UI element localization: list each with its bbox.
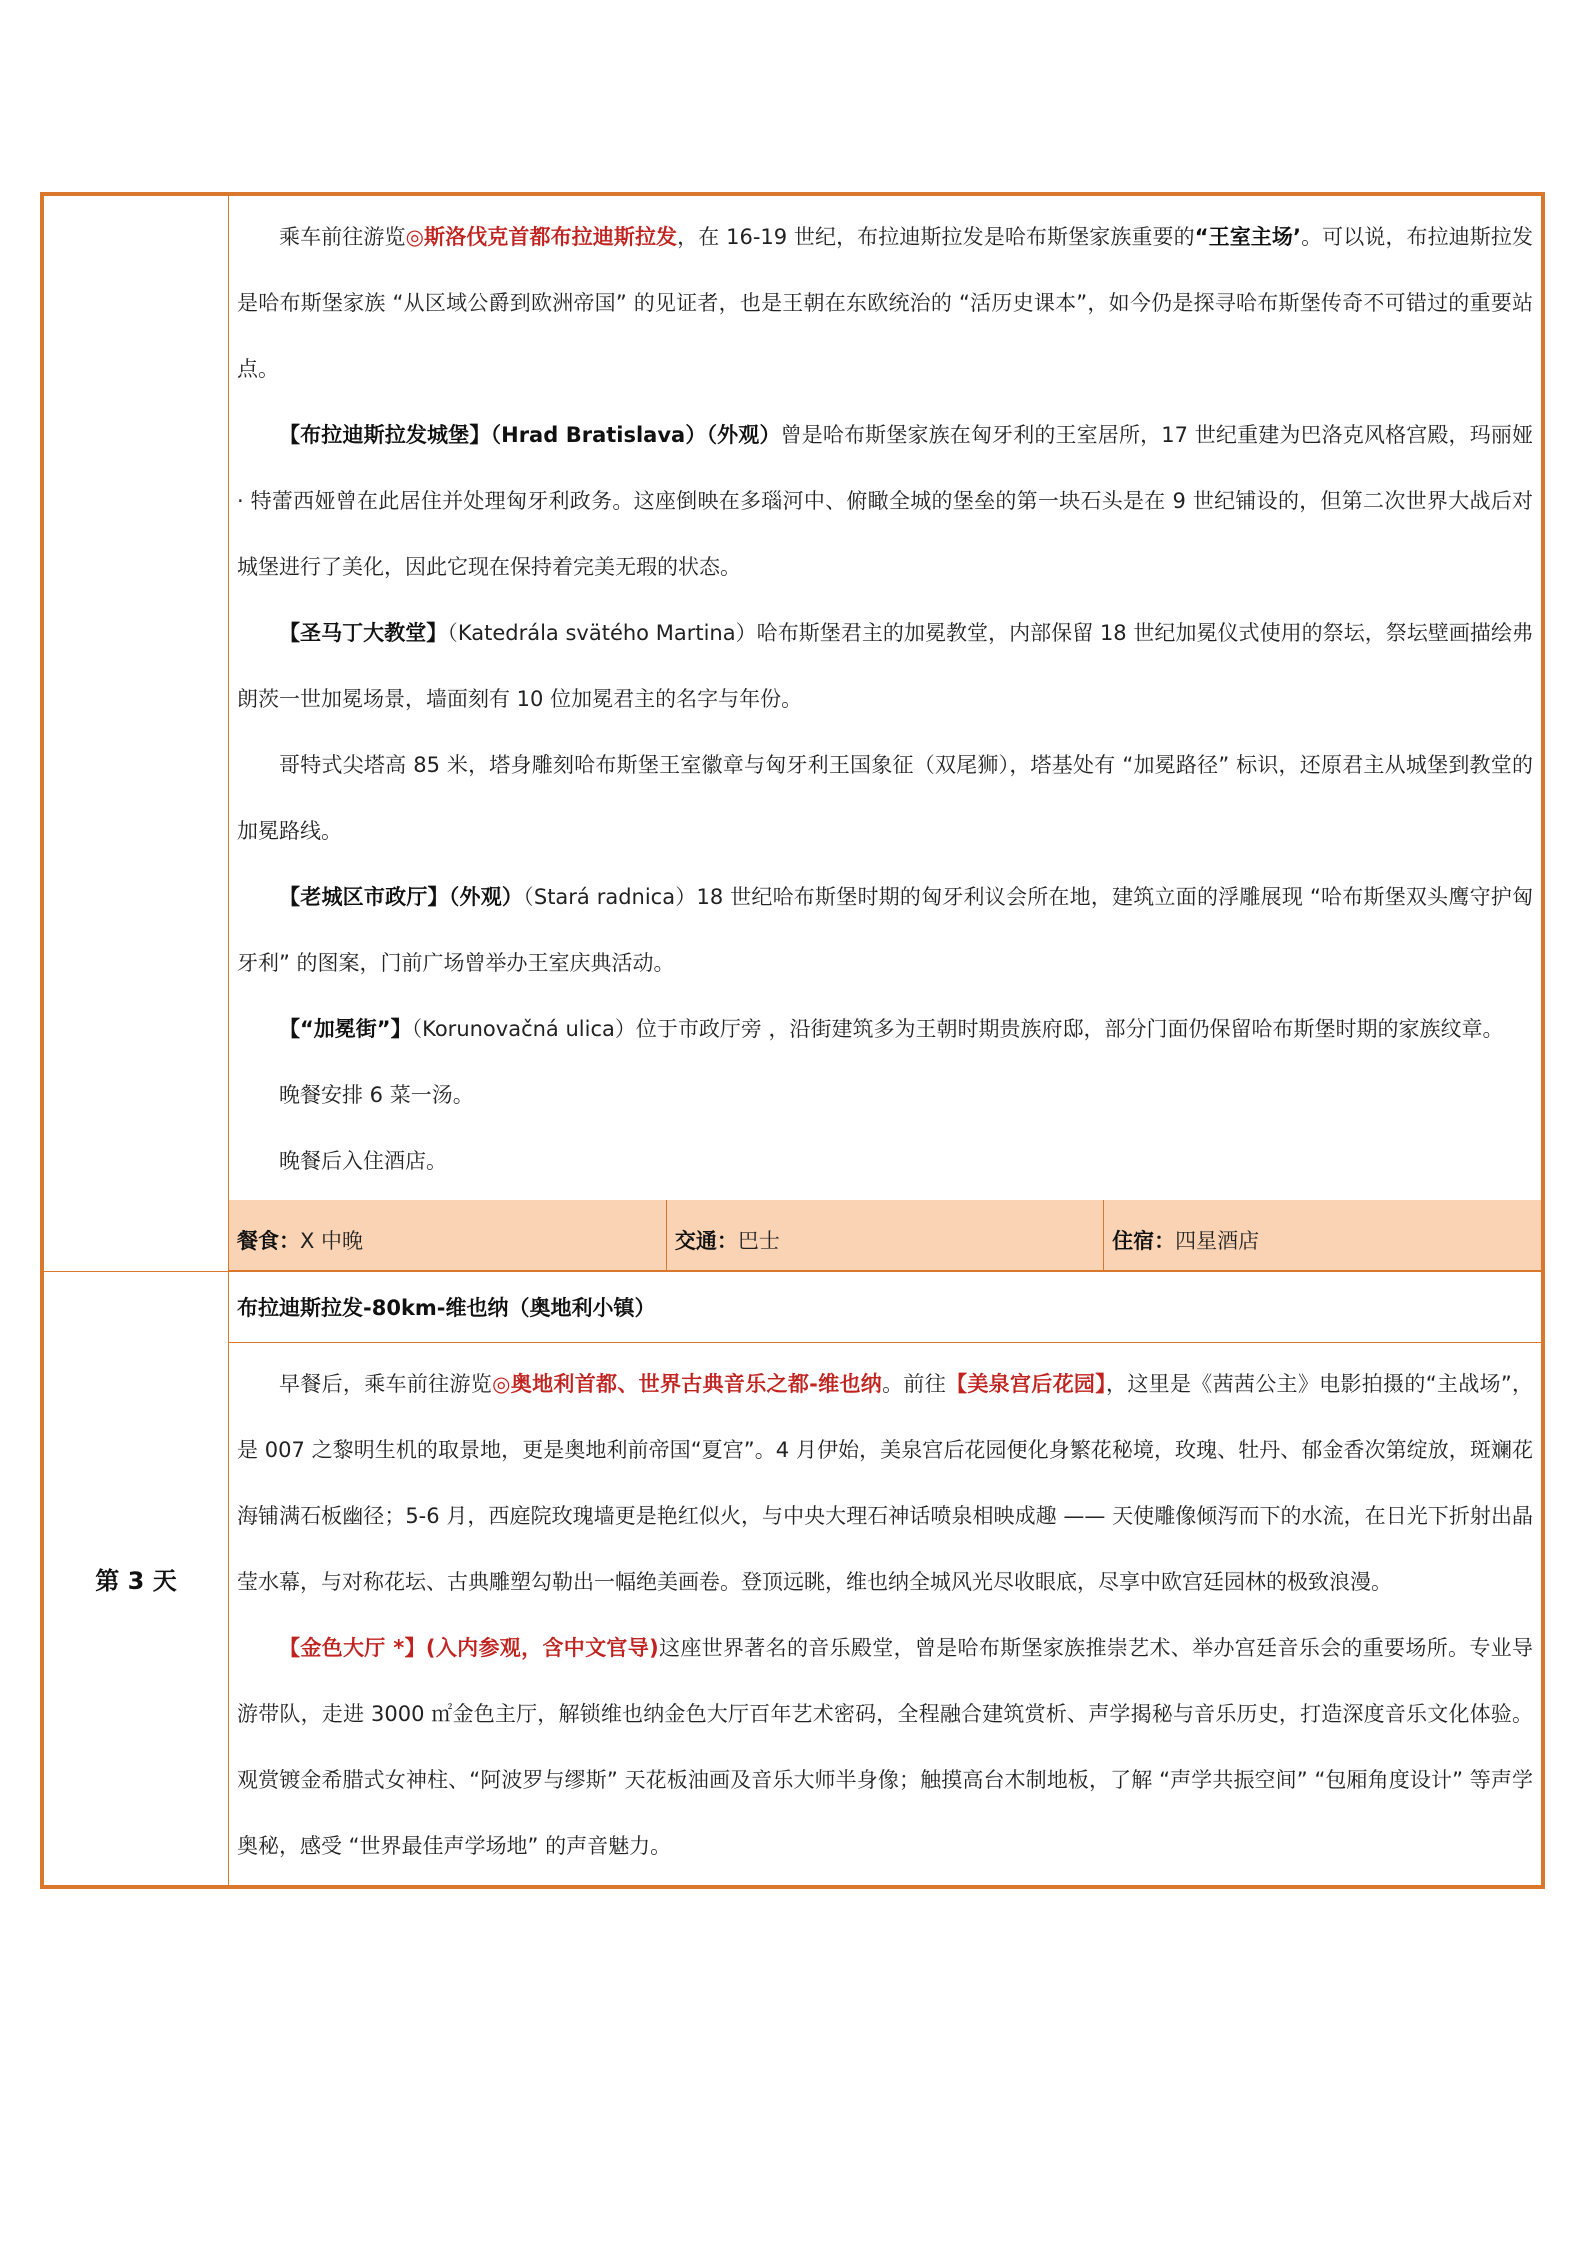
day2-content-cell	[229, 196, 1542, 1272]
day2-paragraph	[237, 864, 1533, 996]
meal-value: X 中晚	[300, 1229, 364, 1253]
text-segment: 这座世界著名的音乐殿堂，曾是哈布斯堡家族推崇艺术、举办宫廷音乐会的重要场所。专业导游带队，走进 3000 ㎡金色主厅，解锁维也纳金色大厅百年艺术密码，全程融合建筑赏析、声学揭秘与音乐历史，打造深度音乐文化体验。观赏镀金希腊式女神柱、“阿波罗与缪斯” 天花板油画及音乐大师半身像；触摸高台木制地板，了解 “声学共振空间” “包厢角度设计” 等声学奥秘，感受 “世界最佳声学场地” 的声音魅力。	[237, 1636, 1533, 1858]
text-segment: 【金色大厅 *】(入内参观，含中文官导)	[279, 1636, 659, 1660]
text-segment: 曾是哈布斯堡家族在匈牙利的王室居所，17 世纪重建为巴洛克风格宫殿，玛丽娅 · 特蕾西娅曾在此居住并处理匈牙利政务。这座倒映在多瑙河中、俯瞰全城的堡垒的第一块石头是在 9 世纪铺设的，但第二次世界大战后对城堡进行了美化，因此它现在保持着完美无瑕的状态。	[237, 423, 1533, 579]
day3-label: 第 3 天	[44, 1272, 229, 1886]
text-segment: 乘车前往游览	[279, 225, 406, 249]
day3-description	[229, 1343, 1541, 1885]
day3-route: 布拉迪斯拉发-80km-维也纳（奥地利小镇）	[237, 1296, 656, 1320]
text-segment: “王室主场’	[1194, 225, 1301, 249]
text-segment: （Katedrála svätého Martina）哈布斯堡君主的加冕教堂，内部保留 18 世纪加冕仪式使用的祭坛，祭坛壁画描绘弗朗茨一世加冕场景，墙面刻有 10 位加冕君主的名字与年份。	[237, 621, 1534, 711]
day2-paragraph	[237, 996, 1533, 1062]
text-segment: ◎	[405, 225, 424, 249]
text-segment: 。可以说，布拉迪斯拉发是哈布斯堡家族 “从区域公爵到欧洲帝国” 的见证者，也是王朝在东欧统治的 “活历史课本”，如今仍是探寻哈布斯堡传奇不可错过的重要站点。	[237, 225, 1534, 381]
text-segment: ◎	[492, 1372, 511, 1396]
text-segment: ，在 16-19 世纪，布拉迪斯拉发是哈布斯堡家族重要的	[677, 225, 1195, 249]
day2-paragraph	[237, 402, 1533, 600]
hotel-value: 四星酒店	[1175, 1229, 1260, 1253]
text-segment: 奥地利首都、世界古典音乐之都-维也纳	[510, 1372, 883, 1396]
itinerary-table	[40, 192, 1545, 1889]
text-segment: 晚餐安排 6 菜一汤。	[279, 1083, 474, 1107]
hotel-label: 住宿：	[1112, 1229, 1176, 1253]
day3-route-cell	[229, 1272, 1542, 1343]
text-segment: 【美泉宫后花园】	[946, 1372, 1107, 1396]
day2-paragraph	[237, 1128, 1533, 1194]
text-segment: （Korunovačná ulica）位于市政厅旁 ，沿街建筑多为王朝时期贵族府邸，部分门面仍保留哈布斯堡时期的家族纹章。	[411, 1017, 1504, 1041]
text-segment: 斯洛伐克首都布拉迪斯拉发	[424, 225, 678, 249]
hotel-info	[1104, 1200, 1541, 1271]
meal-label: 餐食：	[237, 1229, 300, 1253]
day2-paragraph	[237, 600, 1533, 732]
transport-info	[666, 1200, 1103, 1271]
text-segment: 早餐后，乘车前往游览	[279, 1372, 493, 1396]
text-segment: ，这里是《茜茜公主》电影拍摄的“主战场”，是 007 之黎明生机的取景地，更是奥地利前帝国“夏宫”。4 月伊始，美泉宫后花园便化身繁花秘境，玫瑰、牡丹、郁金香次第绽放，斑斓花海铺满石板幽径；5-6 月，西庭院玫瑰墙更是艳红似火，与中央大理石神话喷泉相映成趣 —— 天使雕像倾泻而下的水流，在日光下折射出晶莹水幕，与对称花坛、古典雕塑勾勒出一幅绝美画卷。登顶远眺，维也纳全城风光尽收眼底，尽享中欧宫廷园林的极致浪漫。	[237, 1372, 1534, 1594]
day2-description	[229, 196, 1541, 1200]
day2-info-row	[229, 1200, 1541, 1271]
text-segment: （Stará radnica）18 世纪哈布斯堡时期的匈牙利议会所在地，建筑立面的浮雕展现 “哈布斯堡双头鹰守护匈牙利” 的图案，门前广场曾举办王室庆典活动。	[237, 885, 1534, 975]
text-segment: 晚餐后入住酒店。	[279, 1149, 447, 1173]
day2-label-cell	[44, 196, 229, 1272]
day2-paragraph	[237, 732, 1533, 864]
text-segment: 【布拉迪斯拉发城堡】（Hrad Bratislava）（外观）	[279, 423, 781, 447]
text-segment: 【老城区市政厅】（外观）	[279, 885, 524, 909]
day3-content-cell	[229, 1343, 1542, 1886]
transport-label: 交通：	[674, 1229, 738, 1253]
meal-info	[229, 1200, 666, 1271]
day3-paragraph	[237, 1615, 1533, 1879]
transport-value: 巴士	[737, 1229, 780, 1253]
text-segment: 哥特式尖塔高 85 米，塔身雕刻哈布斯堡王室徽章与匈牙利王国象征（双尾狮），塔基处有 “加冕路径” 标识，还原君主从城堡到教堂的加冕路线。	[237, 753, 1533, 843]
text-segment: 【“加冕街”】	[279, 1017, 412, 1041]
day2-paragraph	[237, 1062, 1533, 1128]
day3-paragraph	[237, 1351, 1533, 1615]
text-segment: 【圣马丁大教堂】	[279, 621, 448, 645]
day2-paragraph	[237, 204, 1533, 402]
text-segment: 。前往	[882, 1372, 947, 1396]
